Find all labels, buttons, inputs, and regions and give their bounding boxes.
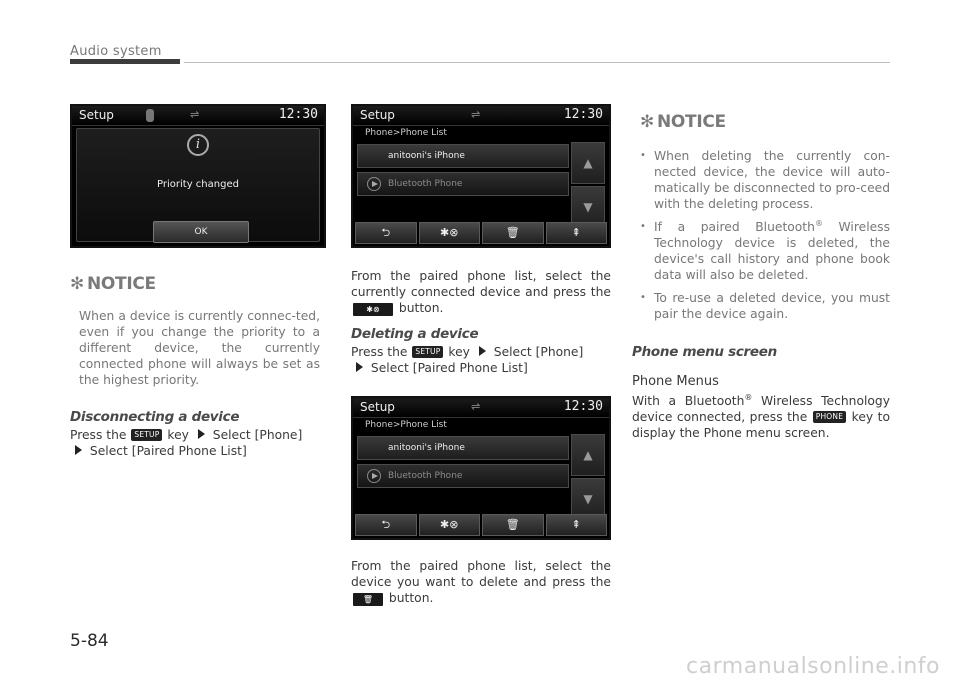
phone-list-screenshot-2	[351, 396, 611, 540]
column-1	[70, 104, 326, 459]
device-row[interactable]: Bluetooth Phone	[357, 464, 569, 488]
arrow-right-icon	[479, 346, 486, 356]
disconnecting-steps: Press the SETUP key Select [Phone] Select [Paired Phone List]	[70, 428, 303, 458]
priority-message: Priority changed	[157, 179, 239, 190]
notice-text: When a device is currently connec-ted, even if you change the priority to a different device, the currently connected phone will always be set as the highest priority.	[79, 309, 320, 387]
usb-icon: ⇌	[471, 400, 481, 413]
disconnecting-heading: Disconnecting a device	[70, 409, 240, 425]
screen-title: Setup	[360, 400, 395, 414]
screen-clock: 12:30	[278, 107, 318, 122]
phone-key: PHONE	[813, 411, 846, 423]
arrow-right-icon	[75, 445, 82, 455]
delete-button[interactable]: 🗑	[482, 514, 544, 536]
disconnect-instructions: From the paired phone list, select the currently connected device and press the ✱⊗ button.	[351, 269, 611, 315]
screen-clock: 12:30	[563, 107, 603, 122]
device-row[interactable]: anitooni's iPhone	[357, 436, 569, 460]
priority-dialog	[76, 128, 320, 242]
notice-bullet: • To re-use a deleted device, you must pair the device again.	[632, 290, 890, 322]
scroll-up-button[interactable]: ▲	[571, 434, 605, 476]
header-rule	[184, 62, 890, 63]
priority-button[interactable]: ⇞	[546, 514, 608, 536]
arrow-right-icon	[356, 362, 363, 372]
notice-star-icon: ✻	[70, 274, 84, 294]
section-title: Audio system	[70, 44, 162, 59]
scroll-down-button[interactable]: ▼	[571, 478, 605, 520]
notice-bullets	[632, 148, 890, 322]
phone-menus-subheading: Phone Menus	[632, 374, 719, 389]
notice-heading: ✻ NOTICE	[70, 274, 156, 294]
scroll-up-button[interactable]: ▲	[571, 142, 605, 184]
setup-key: SETUP	[131, 429, 162, 441]
column-3	[632, 104, 890, 441]
back-button[interactable]: ⮌	[355, 514, 417, 536]
breadcrumb: Phone>Phone List	[365, 128, 447, 138]
notice-star-icon: ✻	[640, 112, 654, 132]
screen-clock: 12:30	[563, 399, 603, 414]
deleting-steps: Press the SETUP key Select [Phone] Select [Paired Phone List]	[351, 345, 584, 375]
breadcrumb: Phone>Phone List	[365, 420, 447, 430]
disconnect-button-icon: ✱⊗	[353, 303, 393, 316]
screen-topbar	[72, 106, 324, 126]
priority-button[interactable]: ⇞	[546, 222, 608, 244]
button-bar	[355, 222, 607, 244]
scroll-down-button[interactable]: ▼	[571, 186, 605, 228]
device-row[interactable]: anitooni's iPhone	[357, 144, 569, 168]
notice-heading: ✻ NOTICE	[640, 112, 726, 132]
screen-topbar	[353, 106, 609, 126]
info-icon: i	[187, 134, 209, 156]
delete-button-icon: 🗑	[353, 593, 383, 606]
delete-button[interactable]: 🗑	[482, 222, 544, 244]
button-bar	[355, 514, 607, 536]
phone-menu-heading: Phone menu screen	[632, 344, 777, 360]
ok-button[interactable]: OK	[153, 221, 249, 243]
phone-list-screenshot-1	[351, 104, 611, 248]
priority-changed-screenshot	[70, 104, 326, 248]
bluetooth-icon	[146, 109, 154, 122]
screen-topbar	[353, 398, 609, 418]
phone-menu-text: With a Bluetooth® Wireless Technology device connected, press the PHONE key to display the Phone menu screen.	[632, 393, 890, 440]
disconnect-button[interactable]: ✱⊗	[419, 514, 481, 536]
notice-bullet: • If a paired Bluetooth® Wireless Technology device is deleted, the device's call history and phone book data will also be deleted.	[632, 219, 890, 283]
usb-icon: ⇌	[471, 108, 481, 121]
setup-key: SETUP	[412, 346, 443, 358]
usb-icon: ⇌	[190, 108, 200, 121]
page-number: 5-84	[70, 631, 109, 651]
arrow-right-icon	[198, 429, 205, 439]
play-icon	[367, 177, 381, 191]
screen-title: Setup	[360, 108, 395, 122]
column-2	[351, 104, 611, 606]
delete-instructions: From the paired phone list, select the device you want to delete and press the 🗑 button.	[351, 559, 611, 605]
disconnect-button[interactable]: ✱⊗	[419, 222, 481, 244]
back-button[interactable]: ⮌	[355, 222, 417, 244]
deleting-heading: Deleting a device	[351, 326, 479, 342]
notice-bullet: • When deleting the currently con-nected device, the device will auto-matically be disconnected to pro-ceed with the deleting process.	[632, 148, 890, 212]
device-row[interactable]: Bluetooth Phone	[357, 172, 569, 196]
screen-title: Setup	[79, 108, 114, 122]
header-bar	[70, 59, 180, 64]
play-icon	[367, 469, 381, 483]
watermark: carmanualsonline.info	[686, 654, 940, 679]
